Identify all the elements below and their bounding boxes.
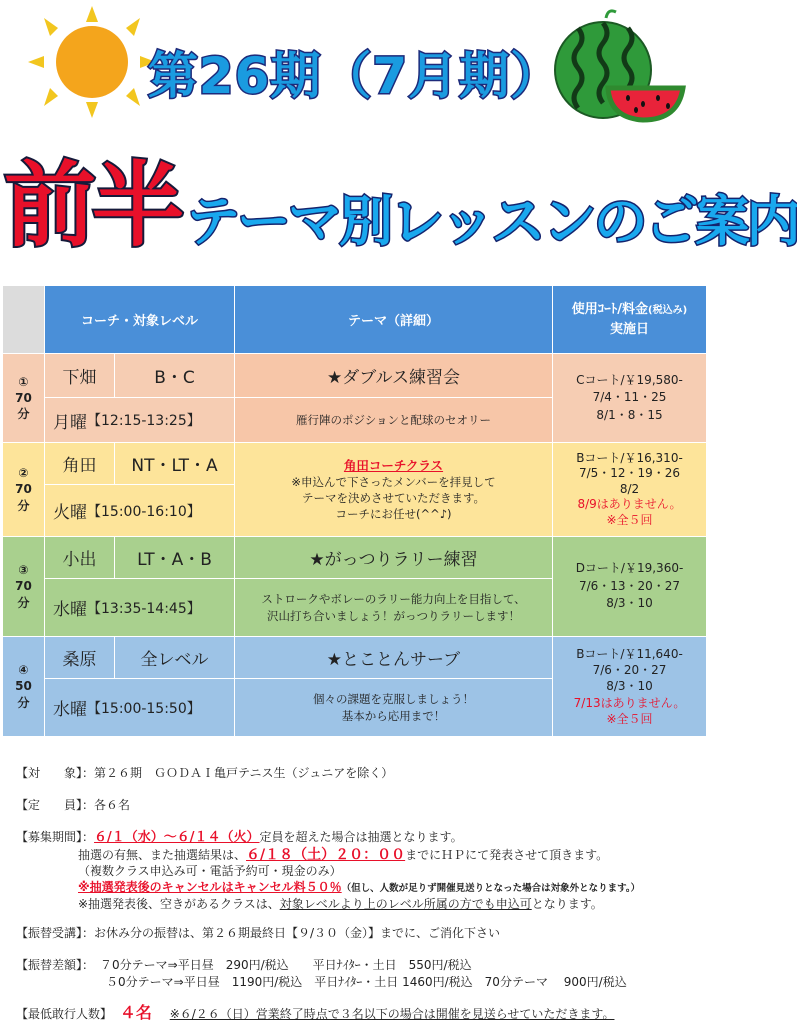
court-price: Dコート/￥19,360- bbox=[575, 561, 684, 576]
lesson-time: 【12:15-13:25】 bbox=[87, 413, 201, 429]
row-duration-unit: 分 bbox=[17, 595, 30, 610]
note-text: ： ７0分テーマ⇒平日昼 290円/税込 平日ﾅｲﾀｰ・土日 550円/税込 bbox=[82, 958, 472, 972]
court-price: Bコート/￥11,640- bbox=[576, 647, 683, 662]
lesson-day: 月曜 bbox=[53, 412, 87, 433]
court-price: Bコート/￥16,310- bbox=[576, 450, 683, 465]
note-underline: 対象レベルより上のレベル所属の方でも申込可 bbox=[279, 897, 532, 911]
coach-level: 全レベル bbox=[115, 637, 235, 679]
desc-line: 個々の課題を克服しましょう！ bbox=[313, 692, 474, 707]
row-duration: 70 bbox=[15, 482, 32, 497]
note-after bbox=[78, 895, 603, 912]
lesson-time: 【13:35-14:45】 bbox=[87, 600, 201, 617]
note-period bbox=[16, 826, 463, 845]
lesson-schedule bbox=[45, 398, 235, 443]
header-court bbox=[553, 286, 707, 354]
court-dates: 7/6・20・27 bbox=[592, 663, 667, 678]
row-duration: 50 bbox=[15, 679, 32, 694]
main-title-red: 前半 bbox=[4, 152, 181, 259]
note-text: ：お休み分の振替は、第２６期最終日【９/３０（金）】までに、ご消化下さい bbox=[82, 926, 501, 940]
row-num: ④ bbox=[18, 663, 29, 678]
row-number bbox=[3, 443, 45, 537]
row-duration: 70 bbox=[15, 390, 32, 405]
coach-name: 角田 bbox=[45, 443, 115, 485]
court-note: 7/13はありません。 bbox=[573, 695, 686, 710]
lottery-date: ６/１８（土）２０：００ bbox=[246, 847, 406, 863]
desc-line: テーマを決めさせていただきます。 bbox=[301, 491, 486, 506]
lesson-table bbox=[3, 286, 707, 737]
theme-title: ★がっつりラリー練習 bbox=[235, 537, 553, 579]
court-dates: 7/6・13・20・27 bbox=[578, 578, 681, 593]
court-note: ※全５回 bbox=[606, 512, 653, 527]
lesson-day: 水曜 bbox=[53, 600, 87, 620]
desc-line: ※申込んで下さったメンバーを拝見して bbox=[291, 475, 496, 490]
note-capacity bbox=[16, 796, 130, 813]
lesson-time: 【15:00-15:50】 bbox=[87, 700, 201, 717]
row-duration: 70 bbox=[15, 579, 32, 594]
court-dates: 7/5・12・19・26 bbox=[578, 466, 681, 481]
row-num: ② bbox=[18, 466, 29, 481]
note-min bbox=[16, 1000, 614, 1023]
cancel-fee: ※抽選発表後のキャンセルはキャンセル料５０％ bbox=[78, 880, 342, 894]
desc-line: 雁行陣のポジションと配球のセオリー bbox=[296, 412, 491, 427]
theme-description bbox=[235, 398, 553, 443]
note-text: となります。 bbox=[531, 897, 603, 911]
note-label: 【募集期間】 bbox=[16, 830, 83, 844]
court-info bbox=[553, 637, 707, 737]
note-diff2: ５0分テーマ⇒平日昼 1190円/税込 平日ﾅｲﾀｰ・土日 1460円/税込 70分テーマ 900円/税込 bbox=[106, 975, 627, 989]
note-label: 【振替差額】 bbox=[16, 958, 83, 972]
row-duration-unit: 分 bbox=[17, 498, 30, 513]
lesson-schedule bbox=[45, 485, 235, 537]
note-transfer bbox=[16, 924, 500, 941]
note-text: 定員を超えた場合は抽選となります。 bbox=[259, 830, 463, 844]
lesson-time: 【15:00-16:10】 bbox=[87, 503, 201, 520]
coach-level: NT・LT・A bbox=[115, 443, 235, 485]
theme-description bbox=[235, 443, 553, 537]
note-text: ：第２６期 ＧＯＤＡＩ亀戸テニス生（ジュニアを除く） bbox=[82, 766, 394, 780]
desc-line: 基本から応用まで！ bbox=[341, 708, 446, 723]
period-dates: ６/１（水）～６/１４（火） bbox=[94, 830, 260, 845]
court-dates: 7/4・11・25 bbox=[592, 390, 667, 405]
row-number bbox=[3, 537, 45, 637]
desc-line: ストロークやボレーのラリー能力向上を目指して、 bbox=[261, 592, 526, 607]
header-coach: コーチ・対象レベル bbox=[45, 286, 235, 354]
theme-description bbox=[235, 679, 553, 737]
desc-line: コーチにお任せ(^^♪) bbox=[335, 507, 452, 522]
note-diff bbox=[16, 956, 472, 973]
note-multi: （複数クラス申込み可・電話予約可・現金のみ） bbox=[78, 864, 342, 878]
header-court-label: 使用ｺｰﾄ/料金 bbox=[571, 302, 649, 317]
header-blank bbox=[3, 286, 45, 354]
court-dates: 8/1・8・15 bbox=[596, 407, 663, 422]
coach-name: 小出 bbox=[45, 537, 115, 579]
note-lottery bbox=[78, 844, 608, 864]
note-text: までにＨＰにて発表させて頂きます。 bbox=[405, 848, 609, 862]
note-colon: ： bbox=[82, 830, 95, 844]
court-info bbox=[553, 537, 707, 637]
note-text: 抽選の有無、また抽選結果は、 bbox=[78, 848, 247, 862]
note-label: 【定 員】 bbox=[16, 798, 83, 812]
court-note: 8/9はありません。 bbox=[577, 497, 682, 512]
row-number bbox=[3, 637, 45, 737]
header-court-tax: (税込み) bbox=[648, 305, 688, 316]
theme-title: ★ダブルス練習会 bbox=[235, 354, 553, 398]
theme-description bbox=[235, 579, 553, 637]
main-title-blue: テーマ別レッスンのご案内 bbox=[186, 190, 797, 253]
lesson-day: 水曜 bbox=[53, 700, 87, 720]
min-note: ※６/２６（日）営業終了時点で３名以下の場合は開催を見送らせていただきます。 bbox=[169, 1007, 615, 1021]
court-price: Cコート/￥19,580- bbox=[576, 372, 683, 387]
row-num: ① bbox=[18, 374, 29, 389]
court-note: ※全５回 bbox=[606, 711, 653, 726]
header-theme: テーマ（詳細） bbox=[235, 286, 553, 354]
note-label: 【最低敢行人数】 bbox=[16, 1007, 113, 1021]
coach-level: LT・A・B bbox=[115, 537, 235, 579]
term-title: 第26期（7月期） bbox=[147, 47, 562, 105]
court-info bbox=[553, 354, 707, 443]
desc-line: 沢山打ち合いましょう！がっつりラリーします！ bbox=[267, 608, 520, 623]
note-label: 【対 象】 bbox=[16, 766, 83, 780]
main-title bbox=[4, 132, 797, 259]
note-label: 【振替受講】 bbox=[16, 926, 83, 940]
theme-title: ★とことんサーブ bbox=[235, 637, 553, 679]
court-dates: 8/3・10 bbox=[606, 679, 653, 694]
cancel-note: （但し、人数が足りず開催見送りとなった場合は対象外となります。） bbox=[341, 883, 641, 894]
note-target bbox=[16, 764, 393, 781]
note-text: ：各６名 bbox=[82, 798, 131, 812]
coach-class-link[interactable]: 角田コーチクラス bbox=[343, 457, 444, 473]
note-text: ※抽選発表後、空きがあるクラスは、 bbox=[78, 897, 280, 911]
row-duration-unit: 分 bbox=[17, 407, 30, 422]
court-dates: 8/3・10 bbox=[606, 596, 653, 611]
min-number: ４名 bbox=[119, 1003, 152, 1022]
note-cancel bbox=[78, 878, 640, 895]
court-info bbox=[553, 443, 707, 537]
court-dates: 8/2 bbox=[619, 481, 640, 496]
row-number bbox=[3, 354, 45, 443]
lesson-schedule bbox=[45, 579, 235, 637]
coach-level: B・C bbox=[115, 354, 235, 398]
row-duration-unit: 分 bbox=[17, 695, 30, 710]
lesson-schedule bbox=[45, 679, 235, 737]
lesson-day: 火曜 bbox=[53, 503, 87, 523]
row-num: ③ bbox=[18, 563, 29, 578]
coach-name: 桑原 bbox=[45, 637, 115, 679]
header-court-date: 実施日 bbox=[609, 321, 649, 337]
coach-name: 下畑 bbox=[45, 354, 115, 398]
